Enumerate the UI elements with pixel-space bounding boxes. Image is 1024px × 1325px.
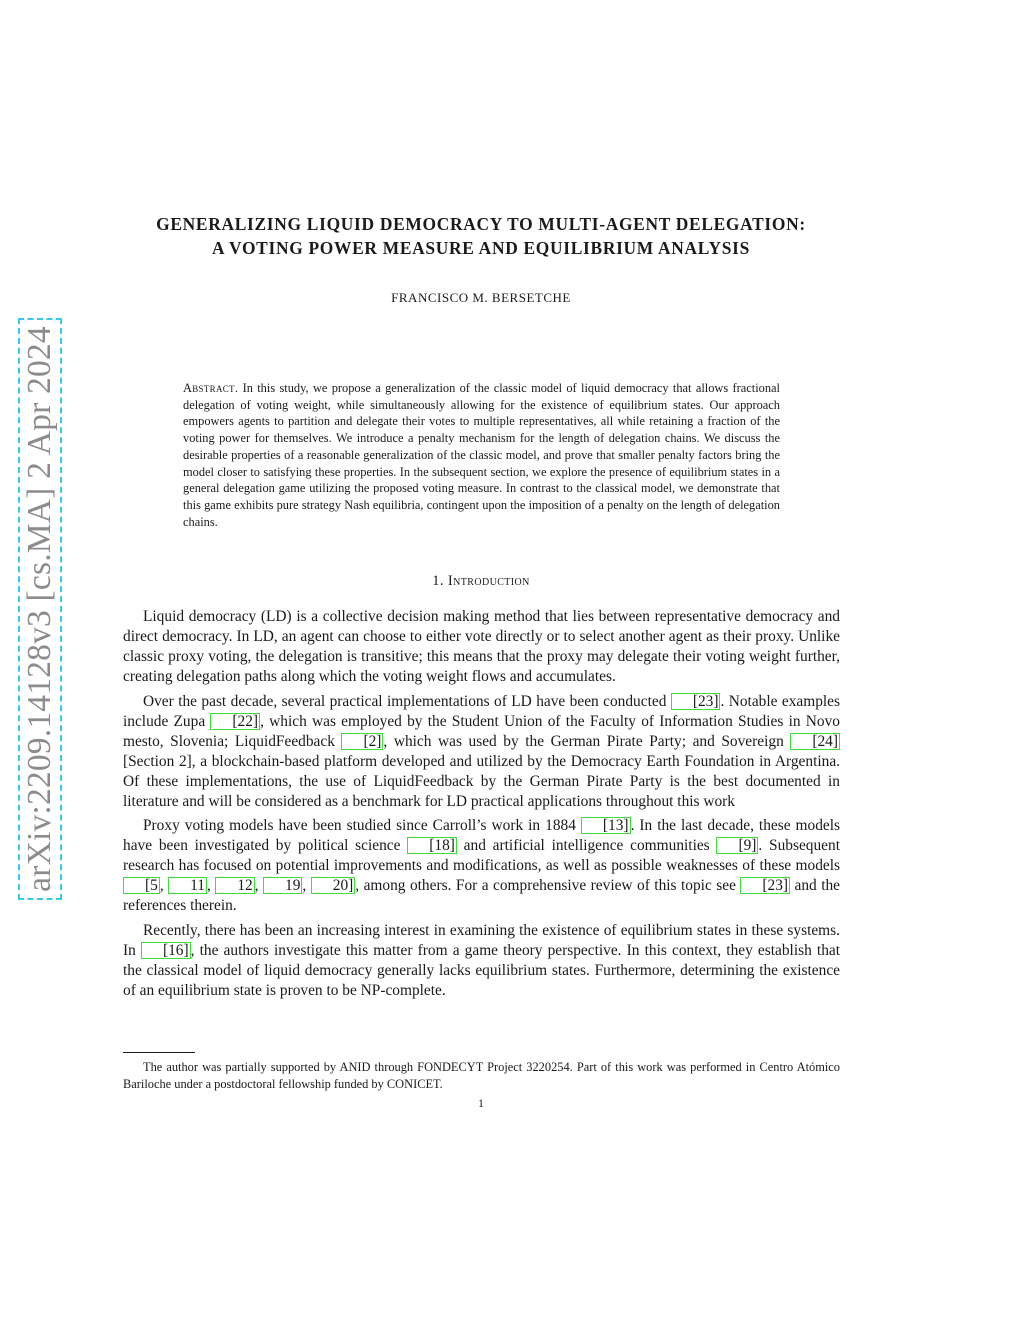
- paragraph-text: and the references therein.: [123, 877, 840, 914]
- citation-link[interactable]: [23]: [671, 693, 721, 710]
- footnote: The author was partially supported by ANID through FONDECYT Project 3220254. Part of this work was performed in Centro Atómico Bariloche under a postdoctoral fellowship funded by CONICET.: [123, 1060, 840, 1091]
- paragraph-text: Over the past decade, several practical implementations of LD have been conducted: [143, 692, 671, 710]
- abstract-label: Abstract.: [183, 381, 239, 395]
- citation-link[interactable]: 11: [168, 877, 207, 894]
- abstract-text: In this study, we propose a generalization of the classic model of liquid democracy that allows fractional delegation of voting weight, while simultaneously allowing for the existence of equilibrium states. Our approach empowers agents to partition and delegate their votes to multiple representatives, all while retaining a fraction of the voting power for themselves. We introduce a penalty mechanism for the length of delegation chains. We discuss the desirable properties of a reasonable generalization of the classic model, and prove that smaller penalty factors bring the model closer to satisfying these properties. In the subsequent section, we explore the presence of equilibrium states in a general delegation game utilizing the proposed voting measure. In contrast to the classical model, we demonstrate that this game exhibits pure strategy Nash equilibria, contingent upon the imposition of a penalty on the length of delegation chains.: [183, 381, 780, 529]
- section-number: 1.: [432, 573, 444, 589]
- paragraph-text: , which was used by the German Pirate Party; and Sovereign: [383, 732, 791, 750]
- citation-link[interactable]: 20]: [311, 877, 356, 894]
- citation-link[interactable]: [16]: [141, 942, 191, 959]
- citation-link[interactable]: 19: [263, 877, 302, 894]
- citation-link[interactable]: [13]: [581, 817, 631, 834]
- paper-title-line-1: GENERALIZING LIQUID DEMOCRACY TO MULTI-AGENT DELEGATION:: [156, 214, 806, 234]
- citation-link[interactable]: [23]: [740, 877, 790, 894]
- citation-link[interactable]: [22]: [210, 713, 260, 730]
- citation-link[interactable]: [9]: [716, 837, 758, 854]
- citation-link[interactable]: [5: [123, 877, 160, 894]
- paragraph-text: and artificial intelligence communities: [456, 837, 717, 854]
- arxiv-identifier-stamp[interactable]: [18, 318, 62, 900]
- section-name: Introduction: [447, 573, 530, 589]
- paragraph-text: . Subsequent research has focused on potential improvements and modifications, as well as possible weaknesses of these models: [123, 837, 840, 874]
- paragraph-text: ,: [159, 877, 169, 894]
- citation-link[interactable]: [24]: [790, 733, 840, 750]
- paragraph-text: , among others. For a comprehensive review of this topic see: [355, 877, 741, 894]
- paragraph-text: ,: [254, 877, 264, 894]
- paragraph-text: . Notable examples include Zupa: [123, 692, 840, 730]
- citation-link[interactable]: [18]: [407, 837, 457, 854]
- paragraph: [123, 692, 840, 812]
- paragraph-text: Proxy voting models have been studied since Carroll’s work in 1884: [143, 817, 581, 834]
- paragraph-text: ,: [302, 877, 311, 894]
- paper-title: [120, 212, 842, 260]
- arxiv-identifier-text: arXiv:2209.14128v3 [cs.MA] 2 Apr 2024: [21, 326, 58, 892]
- page-number: 1: [478, 1096, 484, 1110]
- paper-title-line-2: A VOTING POWER MEASURE AND EQUILIBRIUM ANALYSIS: [212, 238, 750, 258]
- paragraph-text: , which was employed by the Student Union of the Faculty of Information Studies in Novo mesto, Slovenia; LiquidFeedback: [123, 712, 840, 750]
- section-heading: [120, 573, 842, 590]
- paragraph-text: , the authors investigate this matter from a game theory perspective. In this context, they establish that the classical model of liquid democracy generally lacks equilibrium states. Furthermore, determining the existence of an equilibrium state is proven to be NP-complete.: [123, 941, 841, 999]
- footnote-rule: [123, 1052, 195, 1053]
- paragraph: [123, 921, 840, 1001]
- citation-link[interactable]: [2]: [341, 733, 383, 750]
- paragraph-text: Recently, there has been an increasing interest in examining the existence of equilibrium states in these systems. In: [123, 921, 840, 959]
- abstract: [183, 380, 780, 530]
- paragraph: Liquid democracy (LD) is a collective decision making method that lies between representative democracy and direct democracy. In LD, an agent can choose to either vote directly or to select another agent as their proxy. Unlike classic proxy voting, the delegation is transitive; this means that the proxy may delegate their voting weight further, creating delegation paths along which the voting weight flows and accumulates.: [123, 608, 840, 685]
- paragraph-text: . In the last decade, these models have been investigated by political science: [123, 817, 840, 854]
- citation-link[interactable]: 12: [215, 877, 254, 894]
- author-name: FRANCISCO M. BERSETCHE: [391, 290, 571, 305]
- body-text: [123, 607, 840, 1005]
- paragraph-text: [Section 2], a blockchain-based platform developed and utilized by the Democracy Earth Foundation in Argentina. Of these implementations, the use of LiquidFeedback by the German Pirate Party is the best documented in literature and will be considered as a benchmark for LD practical applications throughout this work: [123, 752, 840, 810]
- paragraph: [123, 816, 840, 916]
- paragraph-text: ,: [206, 877, 216, 894]
